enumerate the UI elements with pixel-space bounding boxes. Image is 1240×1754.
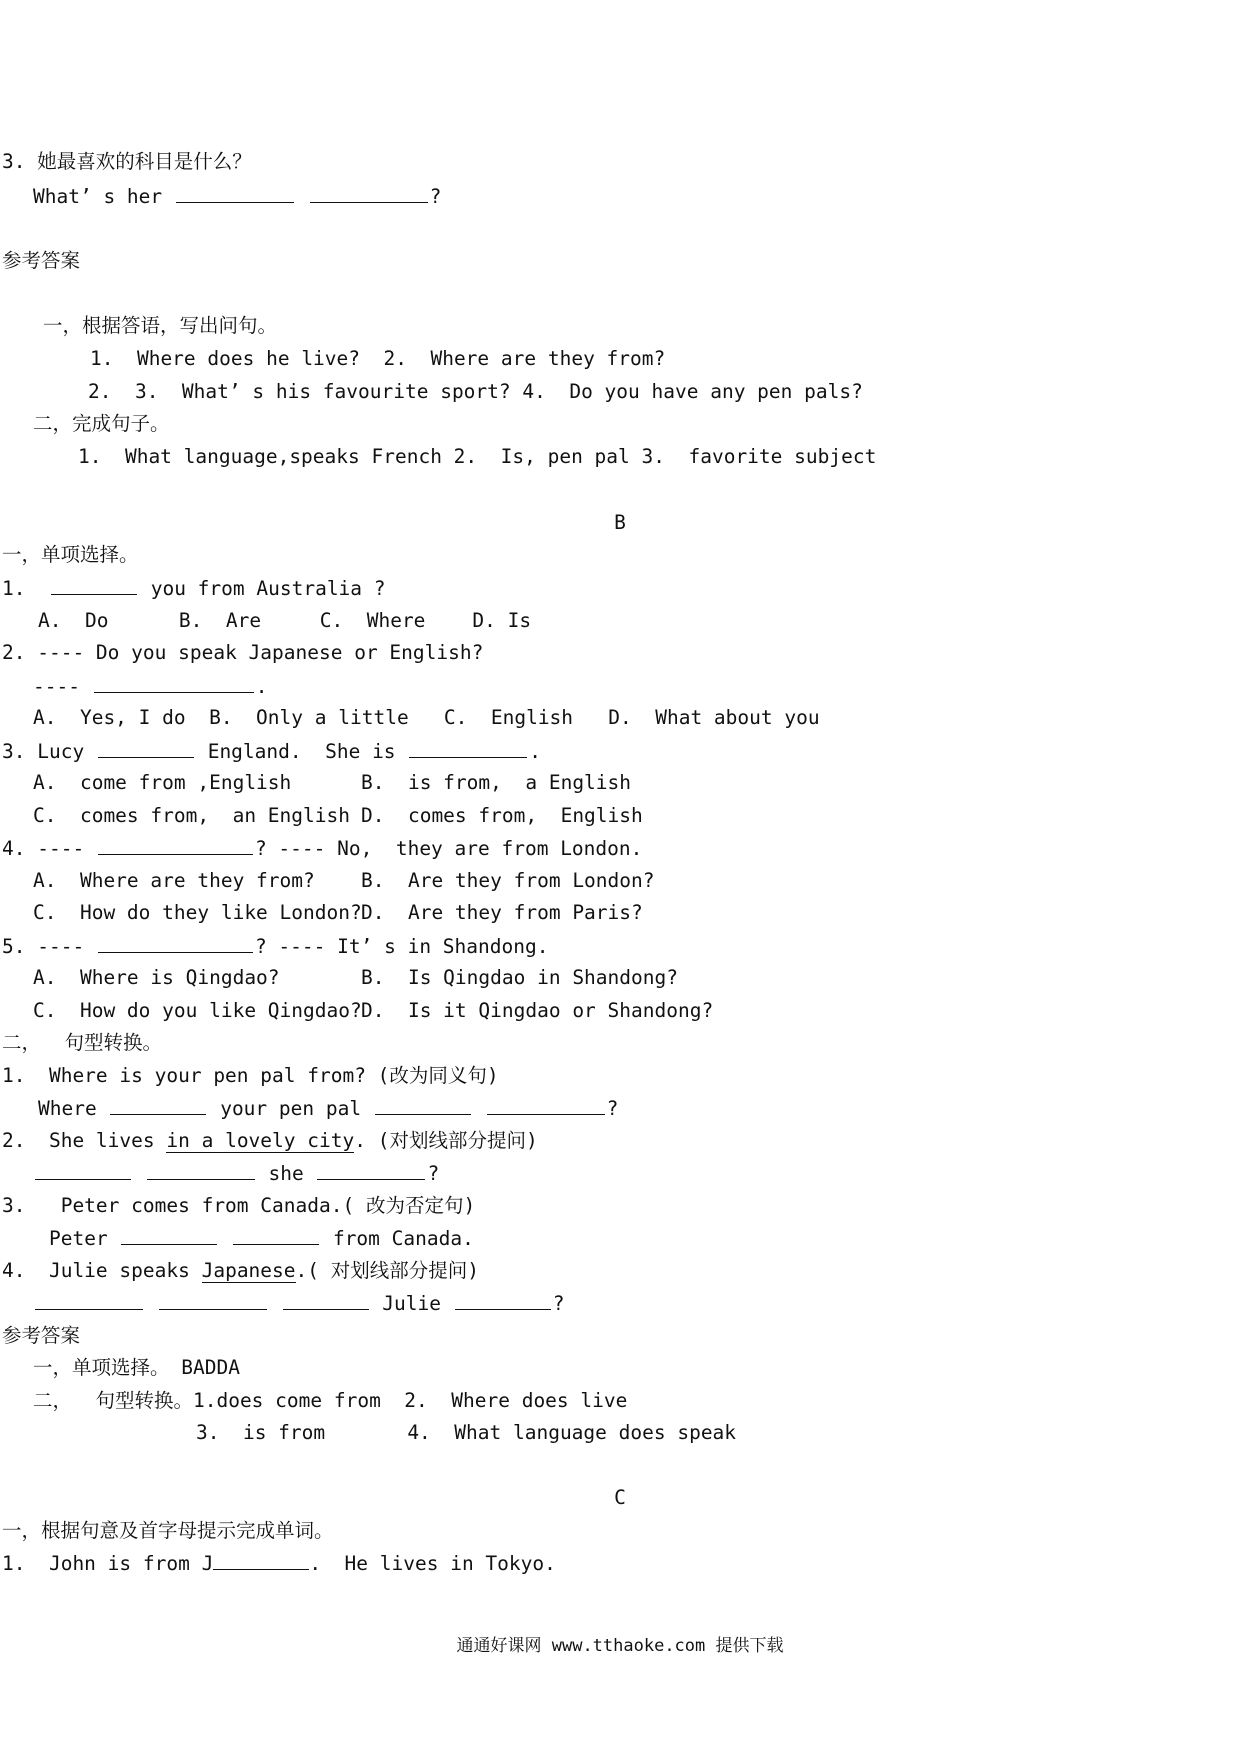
question-3-english: [33, 184, 441, 209]
answer-blank[interactable]: [35, 1291, 143, 1310]
dialog-dash: ----: [37, 935, 85, 958]
question-end: ?: [427, 1162, 440, 1185]
answer-heading: 参考答案: [2, 249, 81, 272]
question-end: ?: [552, 1292, 565, 1315]
question-3-chinese: 3. 她最喜欢的科目是什么？: [2, 150, 252, 173]
b-question-5-option-b: B. Is Qingdao in Shandong?: [361, 966, 678, 989]
answer-blank[interactable]: [176, 184, 294, 203]
answers-section-1-line-2: 2. 3. What’ s his favourite sport? 4. Do you have any pen pals?: [88, 380, 863, 403]
transform-3-question: 3. Peter comes from Canada.( 改为否定句): [2, 1194, 476, 1217]
answer-text: she: [268, 1162, 304, 1185]
answer-blank[interactable]: [213, 1551, 309, 1570]
section-b-part-2-title: 二， 句型转换。: [2, 1031, 162, 1054]
section-c-letter: C: [614, 1486, 626, 1509]
section-b-part-1-title: 一，单项选择。: [2, 543, 139, 566]
answer-text: from Canada.: [332, 1227, 474, 1250]
transform-2-question: [2, 1129, 538, 1153]
b-question-3-option-b: B. is from, a English: [361, 771, 632, 794]
b-question-4-option-b: B. Are they from London?: [361, 869, 655, 892]
question-text: 4. Julie speaks: [2, 1259, 202, 1282]
b-question-2-options: A. Yes, I do B. Only a little C. English D. What about you: [33, 706, 820, 729]
question-end: .: [255, 675, 268, 698]
transform-2-answer: [33, 1161, 439, 1186]
b-question-2-answer-line: [33, 674, 267, 699]
answer-text: your pen pal: [220, 1097, 362, 1120]
transform-1-answer: [38, 1096, 618, 1121]
answers-section-2-line-1: 1. What language,speaks French 2. Is, pen pal 3. favorite subject: [78, 445, 877, 468]
question-3-end: ?: [429, 185, 442, 208]
b-question-4: [2, 836, 642, 861]
question-end: .: [529, 740, 542, 763]
section-b-letter: B: [614, 511, 626, 534]
answer-blank[interactable]: [317, 1161, 425, 1180]
question-number: 4.: [2, 837, 26, 860]
b-question-5: [2, 934, 548, 959]
question-text: . He lives in Tokyo.: [309, 1552, 556, 1575]
b-question-5-option-c: C. How do you like Qingdao?: [33, 999, 362, 1022]
question-text: ---- Do you speak Japanese or English?: [37, 641, 484, 664]
question-text: 1. John is from J: [2, 1552, 214, 1575]
b-question-4-option-d: D. Are they from Paris?: [361, 901, 643, 924]
answer-text: Julie: [382, 1292, 441, 1315]
dialog-dash: ----: [37, 837, 85, 860]
answer-blank[interactable]: [233, 1226, 319, 1245]
answer-blank[interactable]: [98, 934, 253, 953]
question-text: you from Australia ?: [150, 577, 386, 600]
answer-blank[interactable]: [94, 674, 254, 693]
answer-blank[interactable]: [121, 1226, 217, 1245]
answers-section-2-title: 二，完成句子。: [33, 412, 170, 435]
underlined-phrase: in a lovely city: [166, 1129, 355, 1152]
question-number: 1.: [2, 577, 26, 600]
question-text: ? ---- No, they are from London.: [254, 837, 643, 860]
answer-blank[interactable]: [147, 1161, 255, 1180]
answer-blank[interactable]: [51, 576, 137, 595]
b-question-5-option-d: D. Is it Qingdao or Shandong?: [361, 999, 714, 1022]
answer-blank[interactable]: [375, 1096, 471, 1115]
question-text: ? ---- It’ s in Shandong.: [254, 935, 549, 958]
question-text: Lucy: [37, 740, 85, 763]
answers-section-1-title: 一，根据答语，写出问句。: [43, 314, 278, 337]
answer-text: Peter: [49, 1227, 108, 1250]
answer-blank[interactable]: [455, 1291, 551, 1310]
answer-heading-b: 参考答案: [2, 1324, 81, 1347]
question-number: 3.: [2, 740, 26, 763]
answers-b-line-3: 3. is from 4. What language does speak: [196, 1421, 737, 1444]
b-question-5-option-a: A. Where is Qingdao?: [33, 966, 280, 989]
dialog-dash: ----: [33, 675, 80, 698]
answers-b-line-2: 二， 句型转换。1.does come from 2. Where does live: [33, 1389, 628, 1412]
question-text: . (对划线部分提问): [354, 1129, 538, 1152]
answer-blank[interactable]: [310, 184, 428, 203]
answer-blank[interactable]: [98, 739, 194, 758]
b-question-2: [2, 641, 483, 665]
b-question-3: [2, 739, 541, 764]
b-question-1-options: A. Do B. Are C. Where D. Is: [38, 609, 532, 632]
b-question-3-option-a: A. come from ,English: [33, 771, 292, 794]
transform-3-answer: [49, 1226, 474, 1251]
section-c-part-1-title: 一，根据句意及首字母提示完成单词。: [2, 1519, 334, 1542]
b-question-4-option-c: C. How do they like London?: [33, 901, 362, 924]
b-question-3-option-c: C. comes from, an English: [33, 804, 350, 827]
footer-download-note: 通通好课网 www.tthaoke.com 提供下载: [456, 1636, 784, 1656]
answer-blank[interactable]: [409, 739, 527, 758]
b-question-3-option-d: D. comes from, English: [361, 804, 643, 827]
transform-4-question: [2, 1259, 479, 1283]
answers-b-line-1: 一，单项选择。 BADDA: [33, 1356, 240, 1379]
b-question-4-option-a: A. Where are they from?: [33, 869, 315, 892]
answers-section-1-line-1: 1. Where does he live? 2. Where are they from?: [90, 347, 666, 370]
answer-blank[interactable]: [283, 1291, 369, 1310]
question-text: England. She is: [207, 740, 396, 763]
transform-1-question: 1. Where is your pen pal from? (改为同义句): [2, 1064, 499, 1087]
b-question-1: [2, 576, 386, 601]
answer-text: Where: [38, 1097, 97, 1120]
c-question-1: [2, 1551, 556, 1576]
question-number: 2.: [2, 641, 26, 664]
transform-4-answer: [33, 1291, 564, 1316]
question-number: 5.: [2, 935, 26, 958]
answer-blank[interactable]: [487, 1096, 605, 1115]
answer-blank[interactable]: [110, 1096, 206, 1115]
underlined-phrase: Japanese: [201, 1259, 296, 1282]
question-text: 2. She lives: [2, 1129, 167, 1152]
answer-blank[interactable]: [159, 1291, 267, 1310]
answer-blank[interactable]: [98, 836, 253, 855]
question-end: ?: [606, 1097, 619, 1120]
question-text: .( 对划线部分提问): [295, 1259, 479, 1282]
answer-blank[interactable]: [35, 1161, 131, 1180]
question-3-prefix: What’ s her: [33, 185, 163, 208]
